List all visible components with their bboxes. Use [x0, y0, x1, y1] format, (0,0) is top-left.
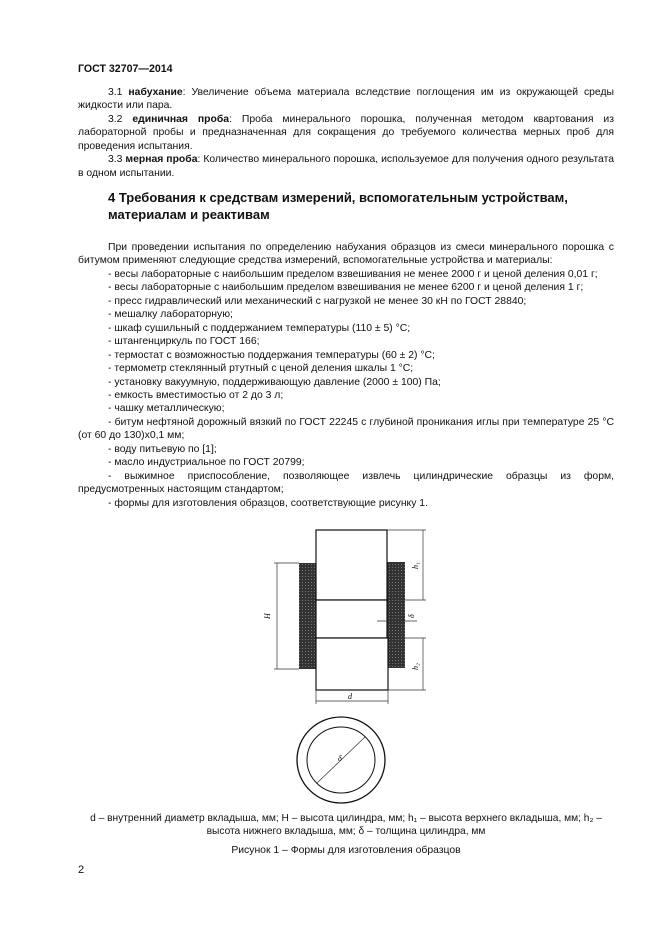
intro-paragraph: При проведении испытания по определению набухания образцов из смеси минерального порошка с битумом применяют следующие средства измерений, вспомогательные устройства и материалы:: [78, 242, 614, 267]
list-item: - весы лабораторные с наибольшим пределом взвешивания не менее 2000 г и ценой деления 0,01 г;: [108, 268, 598, 280]
label-h2: h₂: [411, 663, 420, 670]
list-item: - чашку металлическую;: [108, 403, 225, 415]
list-item: - термометр стеклянный ртутный с ценой деления шкалы 1 °С;: [108, 363, 414, 375]
label-delta: δ: [407, 614, 416, 618]
list-item: - битум нефтяной дорожный вязкий по ГОСТ 22245 с глубиной проникания иглы при температуре 25 °С (от 60 до 130)х0,1 мм;: [78, 416, 614, 442]
figure-title: Рисунок 1 – Формы для изготовления образцов: [231, 845, 461, 856]
definition-3-1: 3.1 набухание: Увеличение объема материала вследствие поглощения им из окружающей среды жидкости или пара.: [78, 87, 615, 112]
definitions: [78, 86, 614, 180]
inserts: [316, 530, 388, 690]
document-header: ГОСТ 32707—2014: [78, 63, 173, 75]
list-item: - термостат с возможностью поддержания температуры (60 ± 2) °С;: [108, 349, 435, 361]
list-item: - установку вакуумную, поддерживающую давление (2000 ± 100) Па;: [108, 376, 441, 388]
figure-legend: d – внутренний диаметр вкладыша, мм; H – высота цилиндра, мм; h₁ – высота верхнего вкладыша, мм; h₂ – высота нижнего вкладыша, мм; δ – толщина цилиндра, мм: [90, 813, 602, 838]
figure-mold-drawing: [260, 525, 460, 810]
section-heading: 4 Требования к средствам измерений, вспомогательным устройствам, материалам и реактивам: [108, 190, 568, 222]
list-item: - весы лабораторные с наибольшим пределом взвешивания не менее 6200 г и ценой деления 1 г;: [108, 282, 584, 294]
page-number: 2: [78, 864, 85, 876]
definition-3-2: 3.2 единичная проба: Проба минерального порошка, полученная методом квартования из лабораторной пробы и предназначенная для сокращения до требуемого количества мерных проб для проведения испытания.: [78, 113, 614, 152]
label-delta-circle: δ: [338, 754, 342, 763]
label-h1: h₁: [411, 562, 420, 569]
list-item: - емкость вместимостью от 2 до 3 л;: [108, 389, 284, 401]
list-item: - пресс гидравлический или механический с нагрузкой не менее 30 кН по ГОСТ 28840;: [108, 295, 527, 307]
definition-3-3: 3.3 мерная проба: Количество минерального порошка, используемое для получения одного результата в одном испытании.: [78, 154, 615, 179]
requirements-list: [78, 241, 614, 510]
list-item: - масло индустриальное по ГОСТ 20799;: [108, 457, 305, 469]
list-item: - формы для изготовления образцов, соответствующие рисунку 1.: [108, 497, 428, 509]
list-item: - воду питьевую по [1];: [108, 443, 217, 455]
label-d: d: [348, 692, 352, 701]
list-item: - мешалку лабораторную;: [108, 309, 233, 321]
list-item: - шкаф сушильный с поддержанием температуры (110 ± 5) °С;: [108, 322, 411, 334]
label-H: H: [263, 613, 272, 619]
list-item: - выжимное приспособление, позволяющее извлечь цилиндрические образцы из форм, предусмотренных настоящим стандартом;: [78, 470, 614, 496]
cylinder-top-view: [297, 717, 385, 803]
list-item: - штангенциркуль по ГОСТ 166;: [108, 336, 260, 348]
